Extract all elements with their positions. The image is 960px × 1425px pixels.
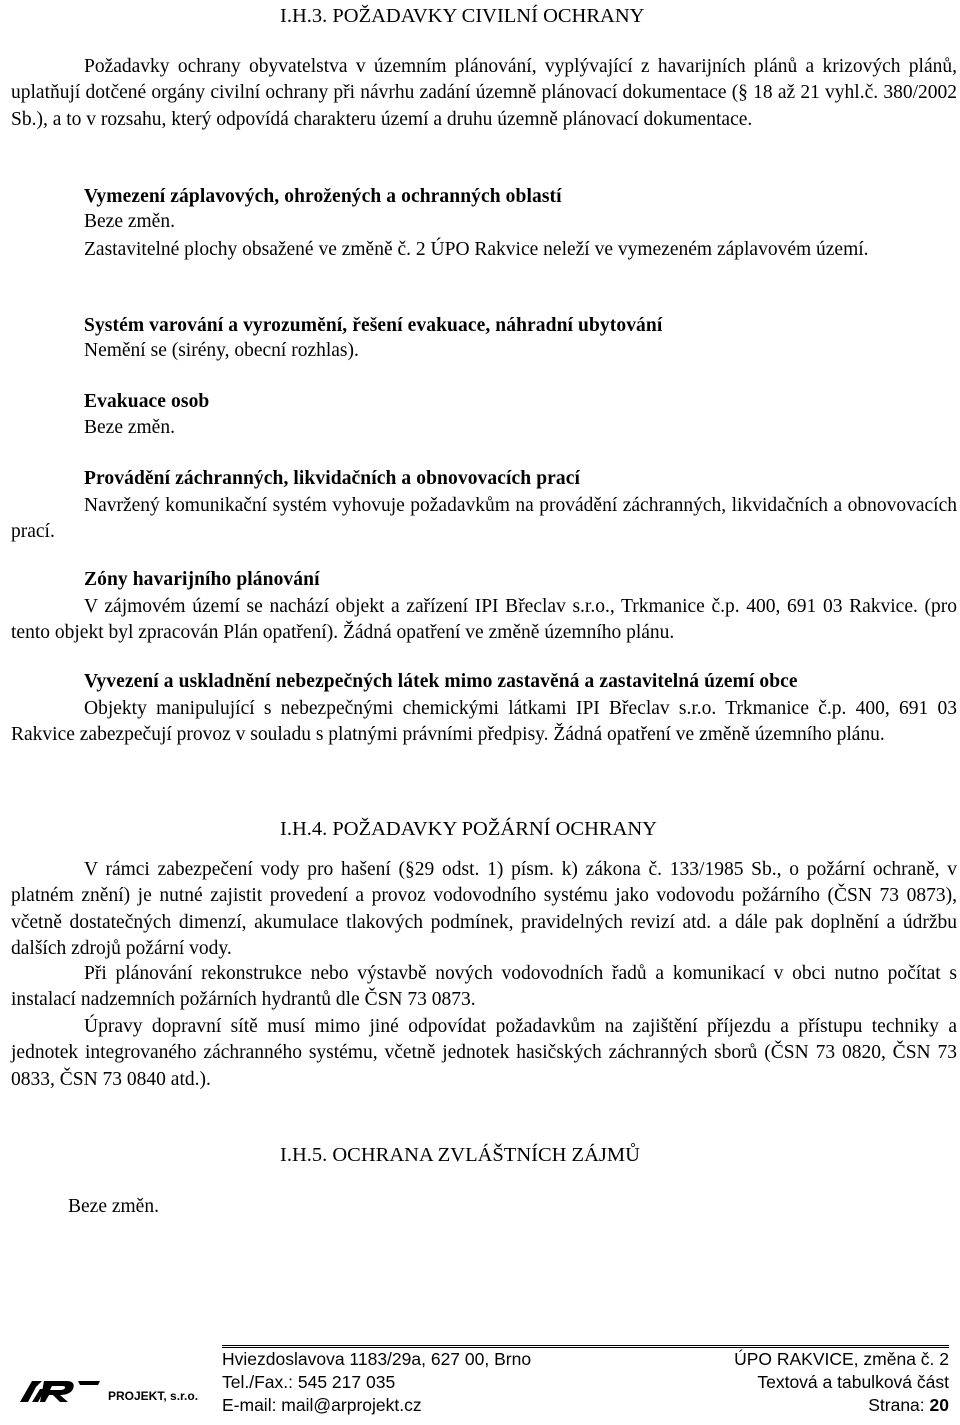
warning-system-heading: Systém varování a vyrozumění, řešení evakuace, náhradní ubytování [84, 315, 663, 336]
section-title-special-interests: I.H.5. OCHRANA ZVLÁŠTNÍCH ZÁJMŮ [280, 1144, 640, 1166]
emergency-zones-heading: Zóny havarijního plánování [84, 569, 320, 590]
civil-intro-paragraph [11, 54, 957, 133]
rescue-works-heading: Provádění záchranných, likvidačních a obnovovacích prací [84, 468, 581, 489]
evacuation-text: Beze změn. [84, 417, 175, 438]
section-title-fire-protection: I.H.4. POŽADAVKY POŽÁRNÍ OCHRANY [280, 818, 657, 840]
rescue-works-text: Navržený komunikační systém vyhovuje požadavkům na provádění záchranných, likvidačních a obnovovacích prací. [11, 495, 957, 543]
footer-document-part: Textová a tabulková část [757, 1372, 949, 1392]
flood-areas-paragraph [11, 237, 957, 263]
warning-system-text: Nemění se (sirény, obecní rozhlas). [84, 340, 359, 361]
fire-paragraph-3-text: Úpravy dopravní sítě musí mimo jiné odpovídat požadavkům na zajištění příjezdu a přístupu techniky a jednotek integrovaného záchranného systému, včetně jednotek hasičských záchranných sborů (ČSN 73 0820, ČSN 73 0833, ČSN 73 0840 atd.). [11, 1016, 957, 1090]
emergency-zones-text: V zájmovém území se nachází objekt a zařízení IPI Břeclav s.r.o., Trkmanice č.p. 400, 691 03 Rakvice. (pro tento objekt byl zpracován Plán opatření). Žádná opatření ve změně územního plánu. [11, 596, 957, 644]
hazardous-substances-heading: Vyvezení a uskladnění nebezpečných látek mimo zastavěná a zastavitelná území obce [84, 671, 798, 692]
footer-divider [222, 1345, 949, 1348]
flood-areas-heading: Vymezení záplavových, ohrožených a ochranných oblastí [84, 186, 562, 207]
hazardous-substances-paragraph [11, 696, 957, 749]
fire-paragraph-1 [11, 857, 957, 962]
fire-paragraph-3 [11, 1014, 957, 1093]
footer-address: Hviezdoslavova 1183/29a, 627 00, Brno [222, 1349, 532, 1369]
section-title-civil-protection: I.H.3. POŽADAVKY CIVILNÍ OCHRANY [280, 5, 645, 27]
flood-areas-no-change: Beze změn. [84, 211, 175, 232]
logo-company-name: PROJEKT, s.r.o. [108, 1389, 199, 1403]
emergency-zones-paragraph [11, 594, 957, 647]
fire-paragraph-2 [11, 961, 957, 1014]
civil-intro-text: Požadavky ochrany obyvatelstva v územním plánování, vyplývající z havarijních plánů a krizových plánů, uplatňují dotčené orgány civilní ochrany při návrhu zadání územně plánovací dokumentace (§ 18 až 21 vyhl.č. 380/2002 Sb.), a to v rozsahu, který odpovídá charakteru území a druhu územně plánovací dokumentace. [11, 56, 957, 130]
evacuation-heading: Evakuace osob [84, 391, 210, 412]
ar-logo-icon [18, 1378, 208, 1404]
special-interests-text: Beze změn. [68, 1196, 159, 1217]
page-label: Strana: [868, 1395, 930, 1415]
flood-areas-text: Zastavitelné plochy obsažené ve změně č. 2 ÚPO Rakvice neleží ve vymezeném záplavovém území. [84, 239, 869, 260]
hazardous-substances-text: Objekty manipulující s nebezpečnými chemickými látkami IPI Břeclav s.r.o. Trkmanice č.p. 400, 691 03 Rakvice zabezpečují provoz v souladu s platnými právními předpisy. Žádná opatření ve změně územního plánu. [11, 698, 957, 746]
rescue-works-paragraph [11, 493, 957, 546]
footer-phone: Tel./Fax.: 545 217 035 [222, 1372, 396, 1392]
company-logo [18, 1378, 208, 1410]
fire-paragraph-2-text: Při plánování rekonstrukce nebo výstavbě nových vodovodních řadů a komunikací v obci nutno počítat s instalací nadzemních požárních hydrantů dle ČSN 73 0873. [11, 963, 957, 1011]
fire-paragraph-1-text: V rámci zabezpečení vody pro hašení (§29 odst. 1) písm. k) zákona č. 133/1985 Sb., o požární ochraně, v platném znění) je nutné zajistit provedení a provoz vodovodního systému jako vodovodu požárního (ČSN 73 0873), včetně dostatečných dimenzí, akumulace tlakových podmínek, pravidelných revizí atd. a dále pak doplnění a údržbu dalších zdrojů požární vody. [11, 859, 957, 959]
footer-document-title: ÚPO RAKVICE, změna č. 2 [734, 1349, 949, 1369]
footer-page-indicator [868, 1395, 949, 1416]
footer-email: E-mail: mail@arprojekt.cz [222, 1395, 422, 1415]
page-number: 20 [929, 1395, 949, 1415]
